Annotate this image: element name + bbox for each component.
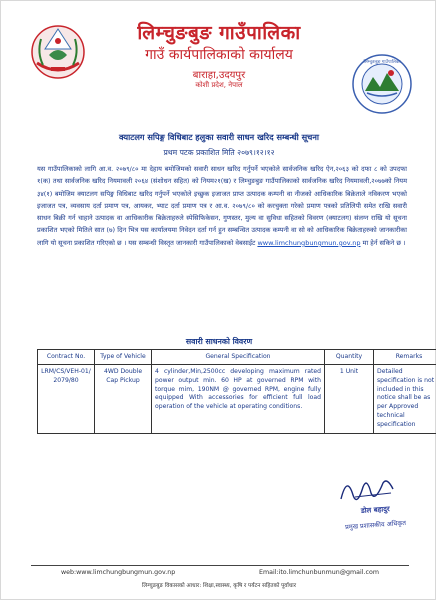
header-contract-no: Contract No.	[38, 350, 95, 365]
notice-paragraph-tail: मा हेर्न सकिने छ ।	[362, 238, 406, 247]
vehicle-spec-table	[37, 349, 436, 434]
footer-email[interactable]: Email:ito.limchunbunmun@gmail.com	[259, 569, 379, 576]
footer-slogan: लिम्चुङबुङ विकासको आधार: शिक्षा,स्वास्थ्य, कृषि र पर्यटन सहितको पूर्वाधार	[141, 583, 297, 589]
notice-title: क्याटलग सपिङ्ग विधिबाट हलुका सवारी साधन खरिद सम्बन्धी सूचना	[118, 132, 319, 142]
table-header-row	[38, 350, 436, 365]
footer-divider	[31, 565, 409, 566]
office-location: बाराहा,उदयपुर	[192, 70, 246, 81]
municipality-logo-icon	[351, 53, 413, 115]
cell-specification: 4 cylinder,Min,2500cc developing maximum rated power output min. 60 HP at governed RPM with torque mim, 190NM @ governed RPM, engine fully equipped With accessories for efficient full load operation of the vehicle at operating conditions.	[152, 365, 325, 434]
officer-signature	[333, 469, 403, 509]
header-vehicle-type: Type of Vehicle	[95, 350, 152, 365]
province-name: कोशी प्रदेश, नेपाल	[195, 81, 243, 89]
stamp-officer-title: प्रमुख प्रशासकीय अधिकृत	[344, 518, 407, 532]
cell-quantity: 1 Unit	[325, 365, 374, 434]
website-link[interactable]: www.limchungbungmun.gov.np	[257, 238, 361, 247]
header-remarks: Remarks	[374, 350, 436, 365]
publication-date: प्रथम पटक प्रकाशित मिति २०७९।१२।१२	[163, 148, 275, 157]
header-specification: General Specification	[152, 350, 325, 365]
header-quantity: Quantity	[325, 350, 374, 365]
cell-vehicle-type: 4WD Double Cap Pickup	[95, 365, 152, 434]
notice-body	[37, 163, 407, 249]
table-row	[38, 365, 436, 434]
footer-website[interactable]: web:www.limchungbungmun.gov.np	[61, 569, 176, 576]
cell-remarks: Detailed specification is not included in this notice shall be as per Approved technical specification	[374, 365, 436, 434]
cell-contract-no: LRM/CS/VEH-01/ 2079/80	[38, 365, 95, 434]
office-subtitle: गाउँ कार्यपालिकाको कार्यालय	[145, 47, 293, 63]
stamp-officer-name: डोल बहादुर	[360, 505, 391, 515]
municipality-title: लिम्चुङबुङ गाउँपालिका	[137, 22, 301, 44]
logo-ring-text: लिम्चुङबुङ गाउँपालिका	[363, 60, 401, 65]
vehicle-table-title: सवारी साधनको विवरण	[185, 337, 253, 346]
notice-paragraph: यस गाउँपालिकाको लागि आ.व. २०७९/८० मा देहाय बमोजिमको सवारी साधन खरिद गर्नुपर्ने भएकोले सार्वजनिक खरिद ऐन,२०६३ को दफा ८ को उपदफा १(क) तथा सार्वजनिक खरिद नियमावली २०६४ (संशोधन सहित) को नियम२१(ख) र लिम्चुङबुङ गाउँपालिकाको सार्वजनिक खरिद नियमावली,२०७७को नियम ३४(१) बमोजिम क्याटलग सपिङ्ग विधिबाट खरिद गर्नुपर्ने भएकोले इच्छुक इजाजत प्राप्त उत्पादक कम्पनी वा नीजको आधिकारिक बिक्रेताले नविकरण भएको इजाजत पत्र, व्यवसाय दर्ता प्रमाण पत्र, आयकर, भ्याट दर्ता प्रमाण पत्र र आ.व. २०७९/८० को करचुक्ता गरेको प्रमाण पत्रको प्रतिलिपी समेत राखि सवारी साधन बिक्री गर्न चाहाने उत्पादक वा आधिकारीक बिक्रेताहरुले स्पेसिफिकेसन, गुणस्तर, मुल्य वा सुविधा सहितको विवरण (क्याटलग) संलग्न राखि यो सूचना प्रकाशित भएको मितिले सात (७) दिन भित्र यस कार्यालयमा निवेदन दर्ता गर्न हुन सम्बन्धित उत्पादक कम्पनी वा सो को आधिकारिक बिक्रेताहरुको जानकारीका लागि यो सूचना प्रकाशित गरिएको छ । यस सम्बन्धी विस्तृत जानकारी गाउँपालिकाको वेबसाईट	[37, 165, 407, 247]
